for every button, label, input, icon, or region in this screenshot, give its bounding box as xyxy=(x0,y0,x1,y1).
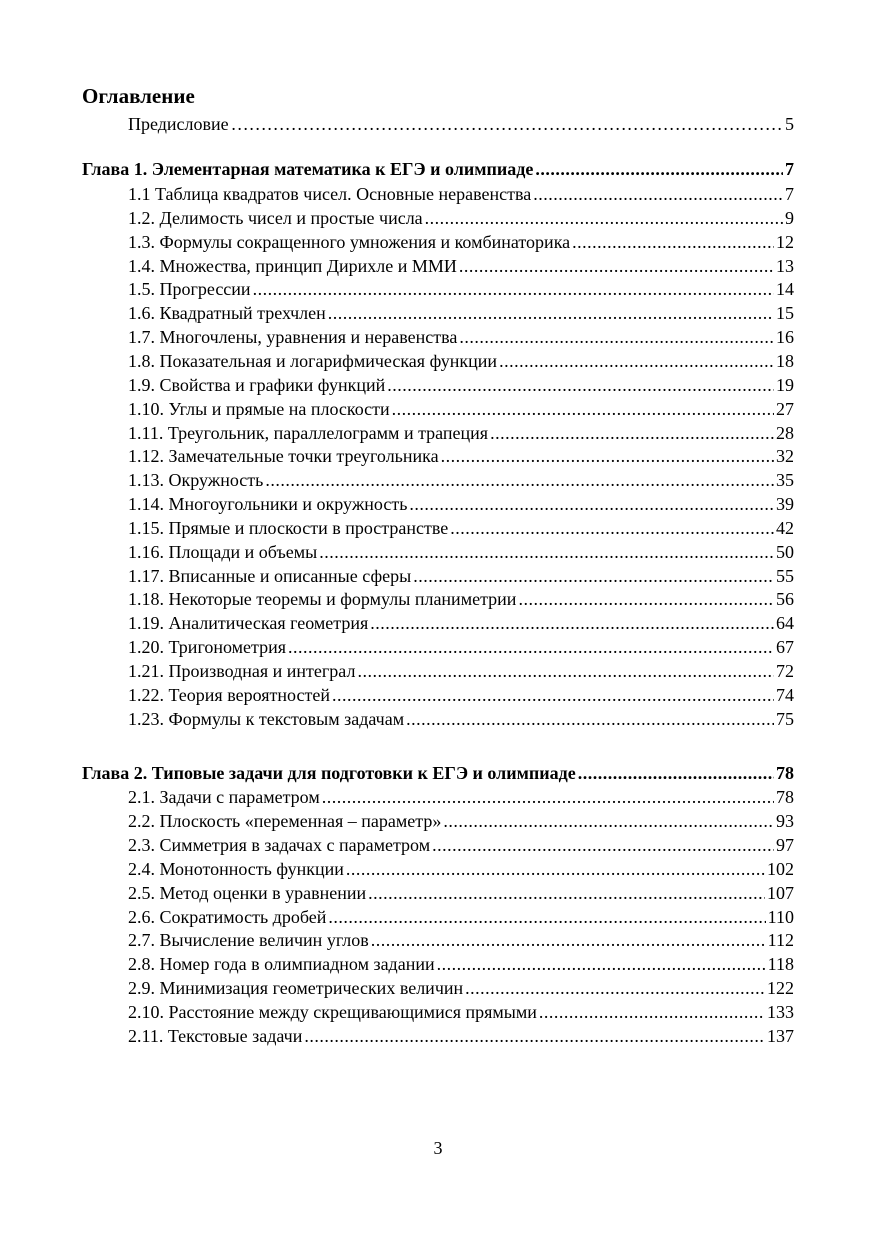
toc-entry-page: 110 xyxy=(767,906,794,927)
toc-entry-page: 102 xyxy=(767,858,794,879)
toc-entry[interactable] xyxy=(128,928,794,952)
dot-leader xyxy=(328,905,765,929)
toc-entry-title: Предисловие xyxy=(128,114,229,134)
toc-entry-page: 39 xyxy=(776,494,794,515)
toc-entry[interactable] xyxy=(128,301,794,325)
toc-entry-title: 1.23. Формулы к текстовым задачам xyxy=(128,708,405,729)
toc-entry-title: 1.22. Теория вероятностей xyxy=(128,684,330,705)
dot-leader xyxy=(322,785,774,809)
dot-leader xyxy=(425,206,783,230)
toc-chapter-2[interactable] xyxy=(82,761,794,785)
dot-leader xyxy=(450,516,774,540)
toc-entry[interactable] xyxy=(128,1000,794,1024)
toc-entry-title: 2.4. Монотонность функции xyxy=(128,858,344,879)
dot-leader xyxy=(533,182,783,206)
dot-leader xyxy=(304,1024,765,1048)
toc-entry-page: 64 xyxy=(776,613,794,634)
dot-leader xyxy=(357,659,774,683)
toc-entry-page: 19 xyxy=(776,374,794,395)
toc-entry-title: 1.7. Многочлены, уравнения и неравенства xyxy=(128,327,458,348)
toc-entry-title: 1.21. Производная и интеграл xyxy=(128,661,356,681)
toc-entry-title: 2.9. Минимизация геометрических величин xyxy=(128,978,464,999)
toc-entry-title: 1.19. Аналитическая геометрия xyxy=(128,613,369,634)
toc-entry[interactable] xyxy=(128,421,794,445)
toc-entry[interactable] xyxy=(128,182,794,206)
dot-leader xyxy=(518,587,774,611)
dot-leader xyxy=(332,683,774,707)
toc-entry[interactable] xyxy=(128,952,794,976)
toc-entry-page: 78 xyxy=(776,787,794,807)
toc-entry-title: 2.8. Номер года в олимпиадном задании xyxy=(128,954,435,975)
toc-entry[interactable] xyxy=(128,881,794,905)
dot-leader xyxy=(443,809,774,833)
toc-chapter-page: 78 xyxy=(776,763,794,783)
toc-entry-title: 2.3. Симметрия в задачах с параметром xyxy=(128,834,431,855)
toc-entry-title: 1.5. Прогрессии xyxy=(128,279,251,300)
toc-entry[interactable] xyxy=(128,635,794,659)
toc-entry[interactable] xyxy=(128,683,794,707)
toc-chapter-title: Глава 1. Элементарная математика к ЕГЭ и олимпиаде xyxy=(82,159,534,179)
toc-entry-page: 35 xyxy=(776,470,794,491)
toc-entry-title: 1.11. Треугольник, параллелограмм и трапеция xyxy=(128,422,489,443)
toc-entry-page: 18 xyxy=(776,350,794,371)
dot-leader xyxy=(370,611,774,635)
dot-leader xyxy=(578,761,774,785)
toc-entry-title: 2.6. Сократимость дробей xyxy=(128,906,327,927)
dot-leader xyxy=(572,230,774,254)
toc-entry[interactable] xyxy=(128,206,794,230)
dot-leader xyxy=(432,833,774,857)
toc-entry-title: 1.12. Замечательные точки треугольника xyxy=(128,446,439,467)
dot-leader xyxy=(406,707,774,731)
toc-entry-title: 1.9. Свойства и графики функций xyxy=(128,374,386,395)
toc-entry-title: 2.1. Задачи с параметром xyxy=(128,787,320,807)
toc-entry-title: 1.6. Квадратный трехчлен xyxy=(128,303,326,324)
toc-entry-page: 122 xyxy=(767,978,794,999)
dot-leader xyxy=(253,277,774,301)
dot-leader xyxy=(490,421,774,445)
dot-leader xyxy=(539,1000,765,1024)
dot-leader xyxy=(288,635,774,659)
toc-entry-page: 9 xyxy=(785,207,794,228)
toc-entry[interactable] xyxy=(128,659,794,683)
toc-entry-title: 1.4. Множества, принцип Дирихле и ММИ xyxy=(128,255,457,276)
toc-heading: Оглавление xyxy=(82,84,195,108)
toc-entry-page: 16 xyxy=(776,327,794,348)
toc-entry[interactable] xyxy=(128,540,794,564)
toc-entry-page: 32 xyxy=(776,446,794,467)
toc-chapter-title: Глава 2. Типовые задачи для подготовки к ЕГЭ и олимпиаде xyxy=(82,763,576,783)
toc-entry[interactable] xyxy=(128,492,794,516)
dot-leader xyxy=(535,157,783,181)
dot-leader xyxy=(346,857,765,881)
toc-entry-title: 1.13. Окружность xyxy=(128,470,264,491)
toc-entry-title: 1.16. Площади и объемы xyxy=(128,541,318,562)
toc-entry-title: 1.2. Делимость чисел и простые числа xyxy=(128,207,423,228)
toc-entry-page: 112 xyxy=(767,930,794,951)
toc-entry-page: 15 xyxy=(776,303,794,324)
toc-entry-page: 56 xyxy=(776,589,794,610)
toc-entry[interactable] xyxy=(128,707,794,731)
toc-entry-page: 28 xyxy=(776,422,794,443)
toc-entry[interactable] xyxy=(128,611,794,635)
toc-entry-title: 2.5. Метод оценки в уравнении xyxy=(128,882,367,903)
dot-leader xyxy=(459,254,774,278)
toc-entry-title: 1.18. Некоторые теоремы и формулы планиметрии xyxy=(128,589,517,610)
toc-entry[interactable] xyxy=(128,1024,794,1048)
dot-leader xyxy=(499,349,774,373)
toc-entry-page: 75 xyxy=(776,708,794,729)
page-number: 3 xyxy=(433,1138,443,1158)
toc-entry-title: 2.11. Текстовые задачи xyxy=(128,1026,303,1046)
toc-entry[interactable] xyxy=(128,809,794,833)
dot-leader xyxy=(465,976,765,1000)
toc-entry-page: 93 xyxy=(776,810,794,831)
toc-entry-page: 118 xyxy=(767,954,794,975)
dot-leader xyxy=(392,397,774,421)
toc-entry-title: 1.3. Формулы сокращенного умножения и комбинаторика xyxy=(128,231,571,252)
toc-entry-page: 13 xyxy=(776,255,794,276)
toc-chapter-page: 7 xyxy=(785,159,794,179)
dot-leader xyxy=(387,373,774,397)
dot-leader xyxy=(371,928,766,952)
toc-entry[interactable] xyxy=(128,833,794,857)
toc-entry[interactable] xyxy=(128,976,794,1000)
dot-leader xyxy=(409,492,774,516)
toc-entry-title: 1.15. Прямые и плоскости в пространстве xyxy=(128,517,449,538)
toc-entry-page: 72 xyxy=(776,661,794,681)
toc-entry-page: 74 xyxy=(776,684,794,705)
dot-leader xyxy=(368,881,765,905)
toc-entry-page: 14 xyxy=(776,279,794,300)
dot-leader xyxy=(413,564,774,588)
toc-entry-title: 1.20. Тригонометрия xyxy=(128,637,287,658)
dot-leader xyxy=(231,112,783,136)
toc-entry-page: 67 xyxy=(776,637,794,658)
dot-leader xyxy=(441,444,774,468)
toc-entry-title: 1.8. Показательная и логарифмическая функции xyxy=(128,350,498,371)
toc-entry-title: 1.1 Таблица квадратов чисел. Основные неравенства xyxy=(128,184,532,204)
toc-entry[interactable] xyxy=(128,516,794,540)
toc-entry[interactable] xyxy=(128,785,794,809)
toc-entry-page: 27 xyxy=(776,398,794,419)
toc-entry-title: 2.7. Вычисление величин углов xyxy=(128,930,369,951)
dot-leader xyxy=(459,325,774,349)
toc-entry-page: 55 xyxy=(776,565,794,586)
toc-entry[interactable] xyxy=(128,397,794,421)
toc-entry[interactable] xyxy=(128,444,794,468)
toc-entry-page: 5 xyxy=(785,114,794,134)
toc-entry-title: 2.2. Плоскость «переменная – параметр» xyxy=(128,810,442,831)
toc-entry-page: 97 xyxy=(776,834,794,855)
toc-entry[interactable] xyxy=(128,468,794,492)
toc-entry[interactable] xyxy=(128,587,794,611)
toc-entry[interactable] xyxy=(128,564,794,588)
toc-entry-title: 2.10. Расстояние между скрещивающимися прямыми xyxy=(128,1002,537,1023)
dot-leader xyxy=(319,540,774,564)
dot-leader xyxy=(265,468,774,492)
toc-entry[interactable] xyxy=(128,325,794,349)
toc-entry[interactable] xyxy=(128,349,794,373)
dot-leader xyxy=(328,301,774,325)
toc-entry[interactable] xyxy=(128,230,794,254)
toc-entry-page: 107 xyxy=(767,882,794,903)
toc-entry[interactable] xyxy=(128,373,794,397)
toc-chapter-1[interactable] xyxy=(82,157,794,181)
toc-entry[interactable] xyxy=(128,277,794,301)
toc-entry-page: 137 xyxy=(767,1026,794,1046)
toc-entry-title: 1.17. Вписанные и описанные сферы xyxy=(128,565,412,586)
toc-entry[interactable] xyxy=(128,905,794,929)
toc-entry-title: 1.14. Многоугольники и окружность xyxy=(128,494,408,515)
toc-entry-page: 133 xyxy=(767,1002,794,1023)
toc-entry-title: 1.10. Углы и прямые на плоскости xyxy=(128,398,390,419)
toc-entry-page: 42 xyxy=(776,517,794,538)
toc-entry[interactable] xyxy=(128,857,794,881)
toc-entry-page: 12 xyxy=(776,231,794,252)
toc-entry-preface[interactable] xyxy=(128,112,794,136)
dot-leader xyxy=(437,952,766,976)
toc-entry-page: 7 xyxy=(785,184,794,204)
toc-entry[interactable] xyxy=(128,254,794,278)
toc-entry-page: 50 xyxy=(776,541,794,562)
